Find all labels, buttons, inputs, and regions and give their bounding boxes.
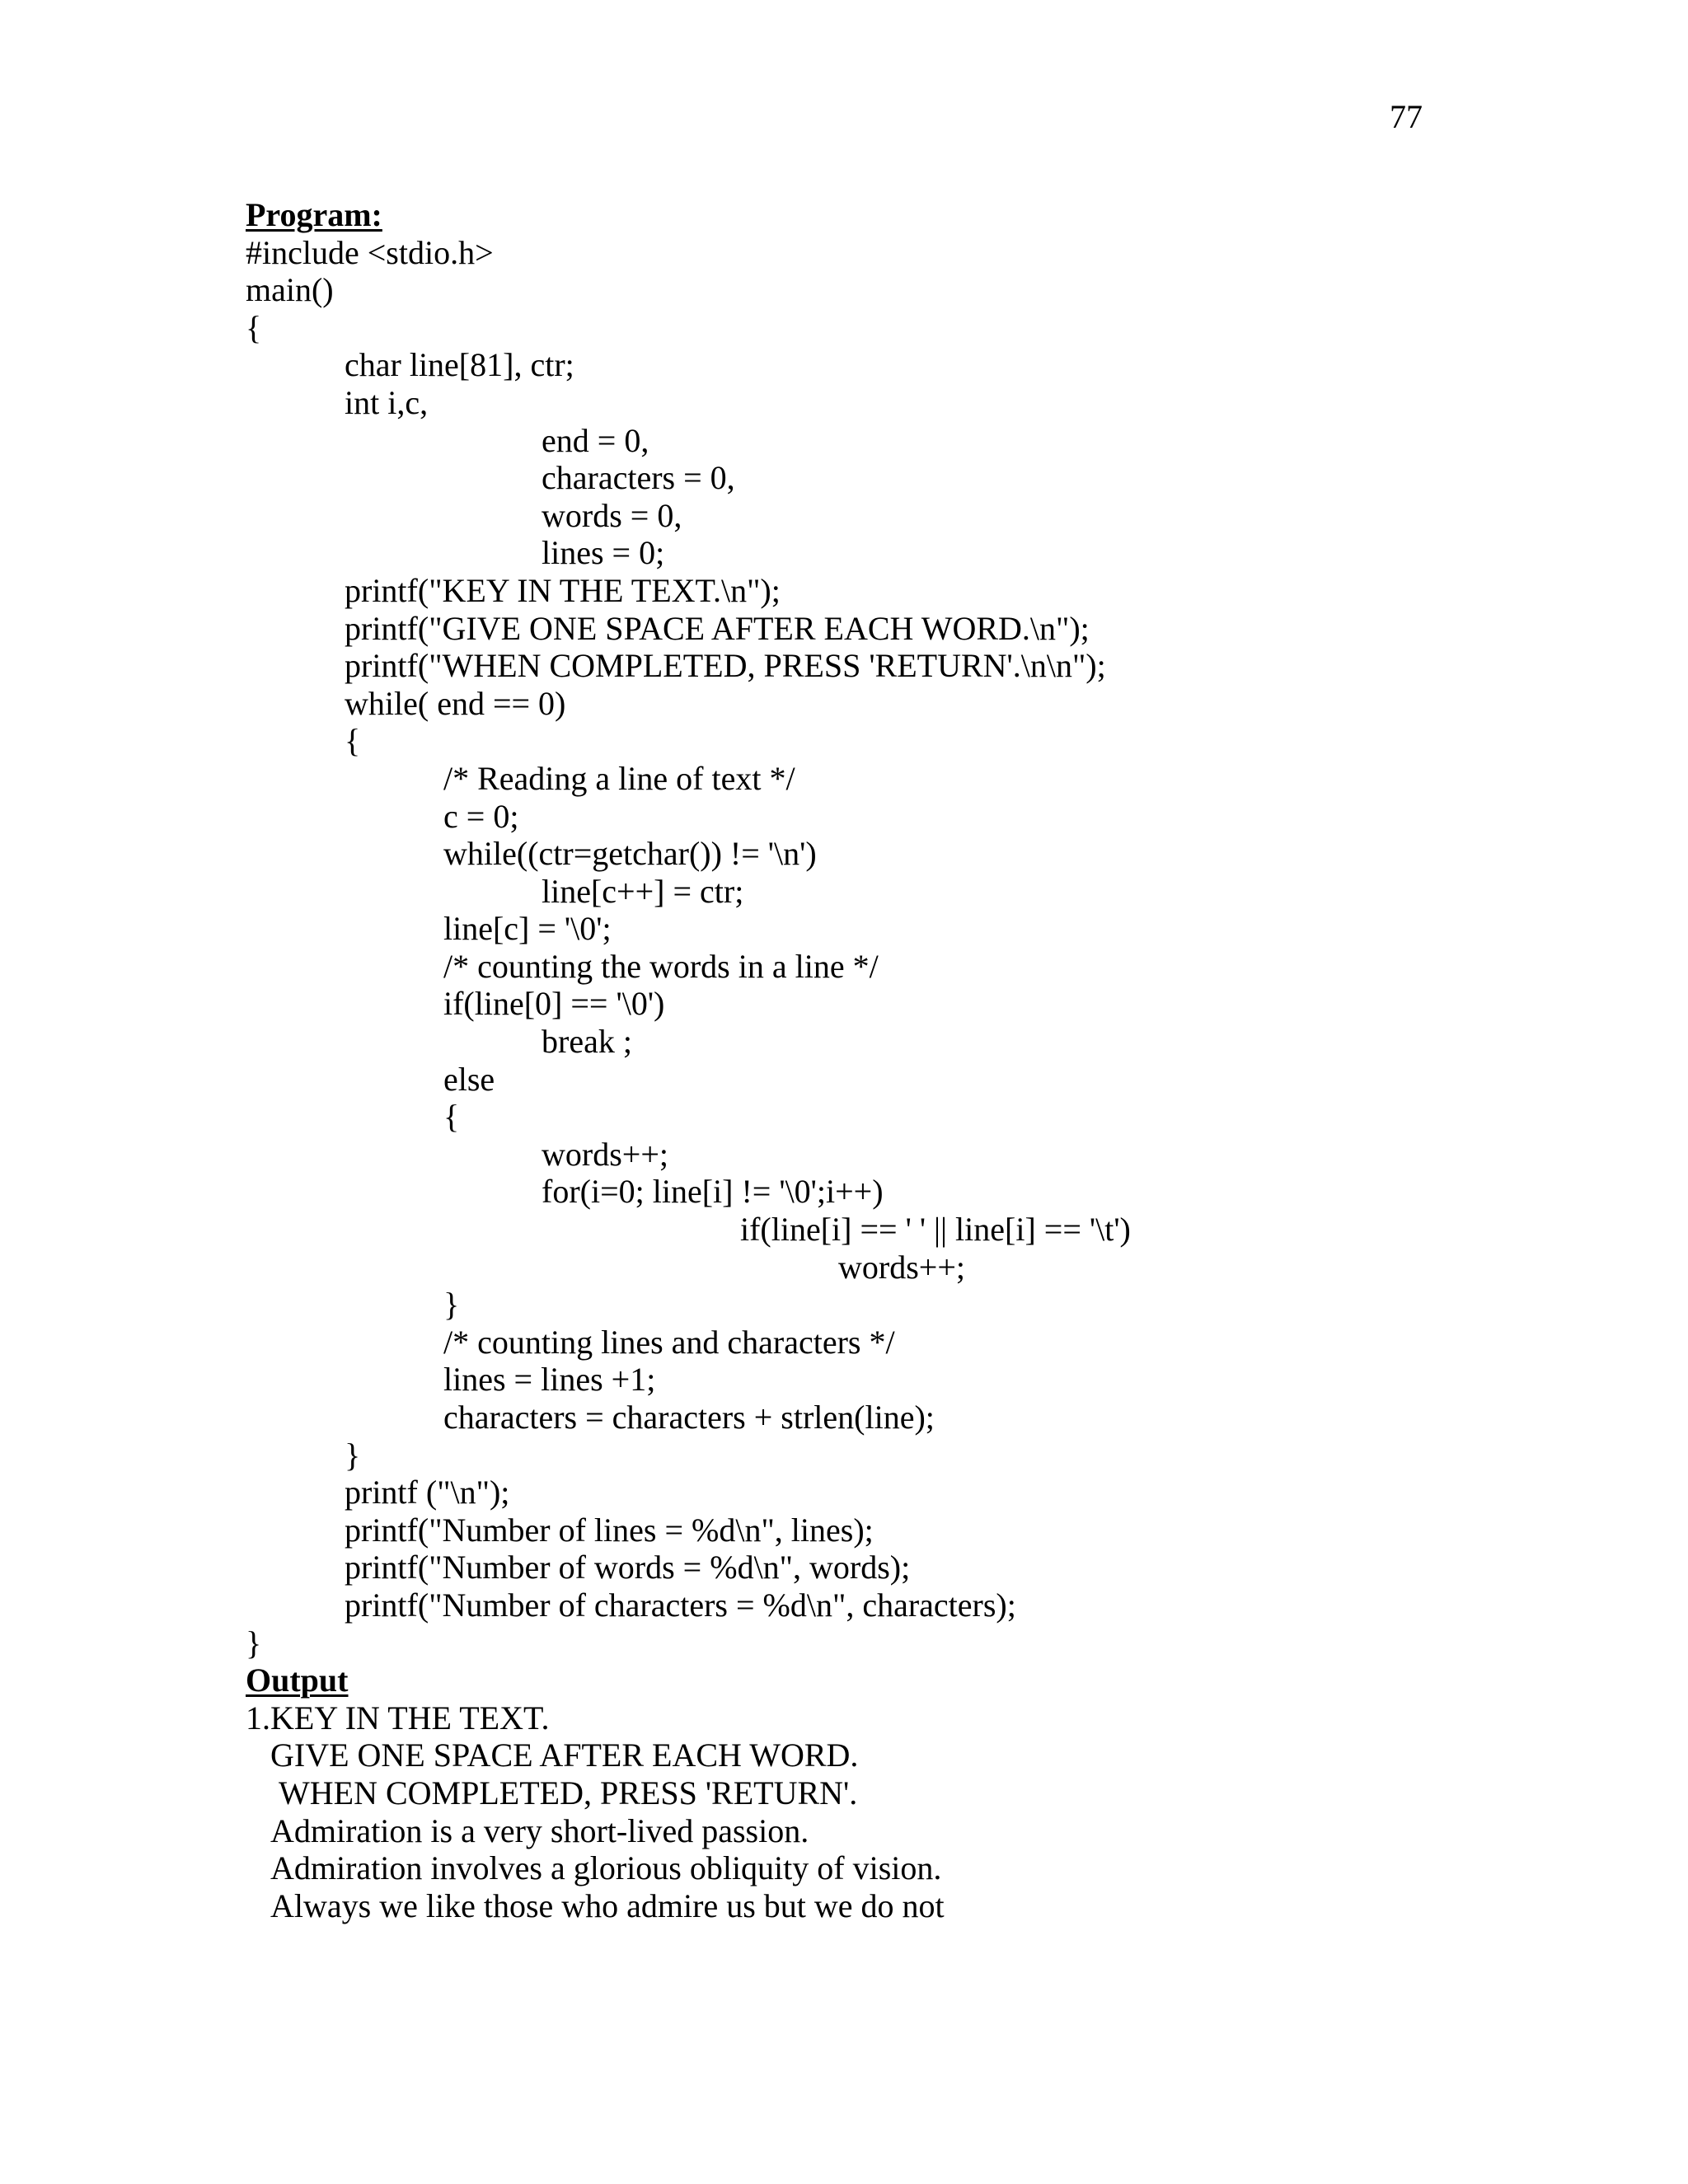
- code-line: line[c++] = ctr;: [542, 872, 744, 910]
- code-line: printf("WHEN COMPLETED, PRESS 'RETURN'.\n\n");: [345, 647, 1106, 685]
- code-line: lines = lines +1;: [443, 1361, 656, 1399]
- code-line: while((ctr=getchar()) != '\n'): [443, 835, 817, 873]
- code-line: }: [345, 1436, 361, 1474]
- code-line: {: [246, 308, 262, 346]
- code-line: words = 0,: [542, 496, 682, 534]
- output-line: WHEN COMPLETED, PRESS 'RETURN'.: [279, 1774, 858, 1811]
- code-line: int i,c,: [345, 383, 429, 421]
- code-line: main(): [246, 271, 334, 309]
- code-line: #include <stdio.h>: [246, 233, 494, 271]
- code-line: printf("KEY IN THE TEXT.\n");: [345, 571, 781, 609]
- code-line: while( end == 0): [345, 684, 566, 722]
- code-line: printf ("\n");: [345, 1474, 510, 1511]
- code-line: {: [345, 722, 361, 760]
- code-line: {: [443, 1098, 460, 1136]
- code-line: words++;: [838, 1248, 966, 1286]
- code-line: char line[81], ctr;: [345, 346, 574, 384]
- output-line: 1.KEY IN THE TEXT.: [246, 1699, 550, 1736]
- program-code-block: [246, 234, 1614, 1662]
- code-line: end = 0,: [542, 421, 649, 459]
- output-line: Admiration involves a glorious obliquity of vision.: [270, 1849, 942, 1887]
- code-line: }: [443, 1286, 460, 1324]
- output-block: [246, 1699, 1614, 1925]
- code-line: characters = 0,: [542, 459, 735, 497]
- code-line: c = 0;: [443, 797, 519, 835]
- code-line: if(line[i] == ' ' || line[i] == '\t'): [740, 1211, 1131, 1249]
- output-line: Admiration is a very short-lived passion.: [270, 1811, 809, 1849]
- code-line: line[c] = '\0';: [443, 910, 612, 948]
- code-line: printf("Number of characters = %d\n", characters);: [345, 1586, 1016, 1624]
- code-line: for(i=0; line[i] != '\0';i++): [542, 1173, 884, 1211]
- output-line: GIVE ONE SPACE AFTER EACH WORD.: [270, 1736, 859, 1774]
- code-line: /* Reading a line of text */: [443, 759, 795, 797]
- page-number: 77: [1390, 98, 1423, 135]
- code-line: printf("Number of words = %d\n", words);: [345, 1549, 911, 1586]
- code-line: else: [443, 1060, 495, 1098]
- code-line: printf("Number of lines = %d\n", lines);: [345, 1511, 874, 1549]
- code-line: }: [246, 1624, 262, 1661]
- code-line: printf("GIVE ONE SPACE AFTER EACH WORD.\n");: [345, 609, 1090, 647]
- output-line: Always we like those who admire us but we do not: [270, 1886, 945, 1924]
- code-line: words++;: [542, 1135, 669, 1173]
- output-heading: Output: [246, 1661, 349, 1699]
- code-line: if(line[0] == '\0'): [443, 985, 665, 1023]
- code-line: break ;: [542, 1023, 632, 1061]
- code-line: characters = characters + strlen(line);: [443, 1399, 935, 1436]
- code-line: /* counting lines and characters */: [443, 1323, 895, 1361]
- code-line: lines = 0;: [542, 534, 665, 572]
- code-line: /* counting the words in a line */: [443, 947, 879, 985]
- program-heading: Program:: [246, 196, 382, 233]
- page-content: [246, 196, 1614, 1924]
